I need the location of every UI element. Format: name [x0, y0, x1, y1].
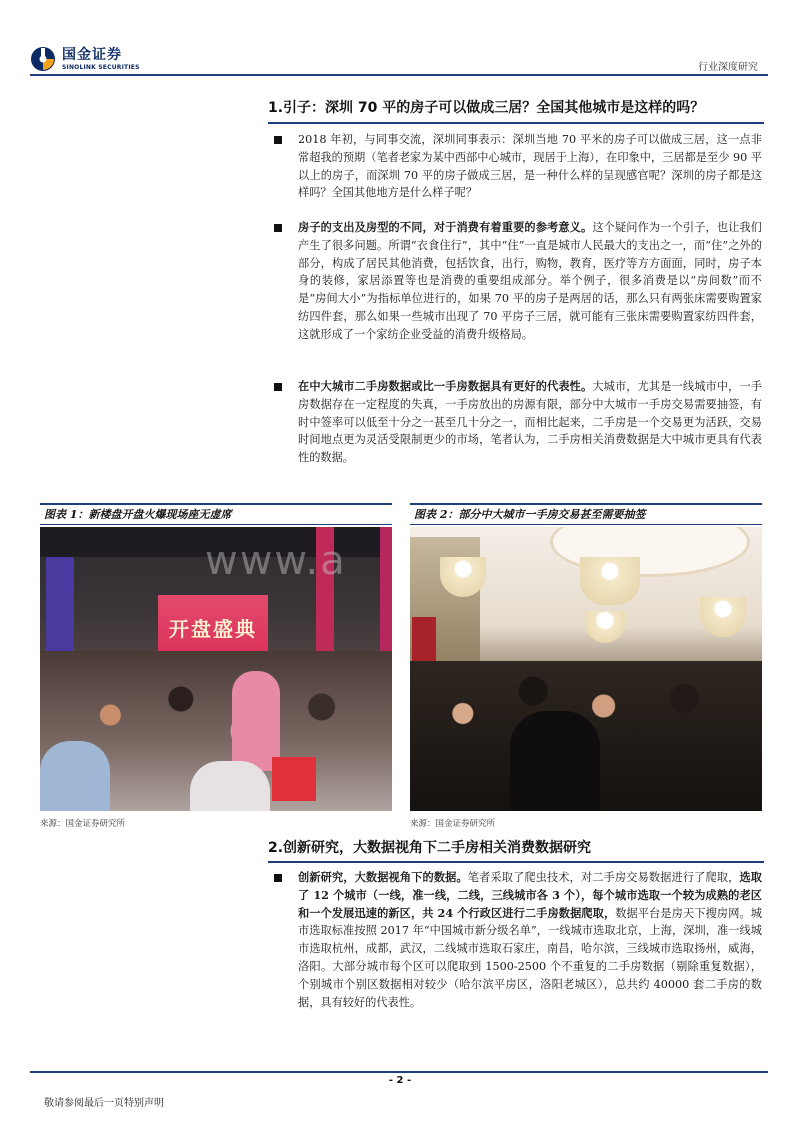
figure-2-caption: 图表 2：部分中大城市一手房交易甚至需要抽签 [410, 503, 762, 525]
company-logo [30, 44, 160, 74]
section-2-paragraph-1 [272, 869, 762, 1011]
figure-1-source: 来源：国金证券研究所 [40, 819, 126, 829]
bullet-icon [274, 874, 282, 882]
logo-text-cn: 国金证券 [62, 46, 122, 63]
logo-text-en: SINOLINK SECURITIES [62, 63, 140, 71]
paragraph-lead: 房子的支出及房型的不同，对于消费有着重要的参考意义。 [298, 220, 593, 234]
paragraph-lead: 在中大城市二手房数据或比一手房数据具有更好的代表性。 [298, 379, 593, 393]
report-type-label: 行业深度研究 [698, 62, 758, 73]
chandelier-icon [700, 597, 746, 637]
footer-disclaimer: 敬请参阅最后一页特别声明 [44, 1098, 164, 1109]
paragraph-text: 2018 年初，与同事交流，深圳同事表示：深圳当地 70 平米的房子可以做成三居，这一点非常超我的预期（笔者老家为某中西部中心城市，现居于上海），在印象中，三居都是至少 90 平以上的房子，而深圳 70 平的房子做成三居，是一种什么样的呈现感官呢？深圳的房子都是这样吗？全国其他地方是什么样子呢？ [298, 133, 762, 200]
section-1-paragraph-3 [272, 378, 762, 467]
stage-screen [158, 595, 268, 659]
paragraph-emphasis: 选取了 12 个城市（一线，准一线，二线，三线城市各 3 个），每个城市选取一个较为成熟的老区和一个发展迅速的新区，共 24 个行政区进行二手房数据爬取， [298, 870, 762, 920]
header-divider [30, 74, 768, 76]
section-1-paragraph-1 [272, 131, 762, 202]
section-1-paragraph-2 [272, 219, 762, 344]
section-1-title: 1.引子：深圳 70 平的房子可以做成三居？全国其他城市是这样的吗？ [268, 100, 705, 116]
logo-mark-icon [30, 46, 56, 72]
chandelier-icon [580, 557, 640, 605]
figure-2-source: 来源：国金证券研究所 [410, 819, 496, 829]
section-1-divider [268, 122, 764, 124]
figure-1-photo [40, 527, 392, 811]
bullet-icon [274, 383, 282, 391]
paragraph-lead: 创新研究，大数据视角下的数据。 [298, 870, 468, 884]
chandelier-icon [585, 611, 625, 643]
stage-screen-text: 开盘盛典 [169, 617, 257, 641]
bullet-icon [274, 136, 282, 144]
section-2-title: 2.创新研究，大数据视角下二手房相关消费数据研究 [268, 840, 592, 856]
figure-1 [40, 503, 392, 829]
figure-1-caption: 图表 1：新楼盘开盘火爆现场座无虚席 [40, 503, 392, 525]
section-2-divider [268, 861, 764, 863]
bullet-icon [274, 224, 282, 232]
figure-2-photo [410, 527, 762, 811]
paragraph-text: 这个疑问作为一个引子，也让我们产生了很多问题。所谓“衣食住行”，其中“住”一直是城市人民最大的支出之一，而“住”之外的部分，构成了居民其他消费，包括饮食，出行，购物，教育，医疗等方方面面，同时，房子本身的装修，家居添置等也是消费的重要组成部分。举个例子，很多消费是以“房间数”而不是“房间大小”为指标单位进行的，如果 70 平的房子是两居的话，那么只有两张床需要购置家纺四件套，那么如果一些城市出现了 70 平房子三居，就可能有三张床需要购置家纺四件套，这就形成了一个家纺企业受益的消费升级格局。 [298, 221, 762, 341]
watermark: www.a [205, 538, 347, 584]
paragraph-text: 笔者采取了爬虫技术，对二手房交易数据进行了爬取， [467, 871, 740, 884]
paragraph-text: 数据平台是房天下搜房网。城市选取标准按照 2017 年“中国城市新分级名单”，一线城市选取北京，上海，深圳，准一线城市选取杭州，成都，武汉，二线城市选取石家庄，南昌，哈尔滨，三线城市选取扬州，威海，洛阳。大部分城市每个区可以爬取到 1500-2500 个不重复的二手房数据（剔除重复数据），个别城市个别区数据相对较少（哈尔滨平房区，洛阳老城区），总共约 40000 套二手房的数据，具有较好的代表性。 [298, 906, 762, 1009]
page-number: - 2 - [388, 1075, 412, 1086]
footer-divider [30, 1071, 768, 1073]
paragraph-text: 大城市，尤其是一线城市中，一手房数据存在一定程度的失真，一手房放出的房源有限，部分中大城市一手房交易需要抽签，有时中签率可以低至十分之一甚至几十分之一，而相比起来，二手房是一个交易更为活跃，交易时间地点更为灵活受限制更少的市场，笔者认为，二手房相关消费数据是大中城市更具有代表性的数据。 [298, 380, 762, 465]
figure-2 [410, 503, 762, 829]
